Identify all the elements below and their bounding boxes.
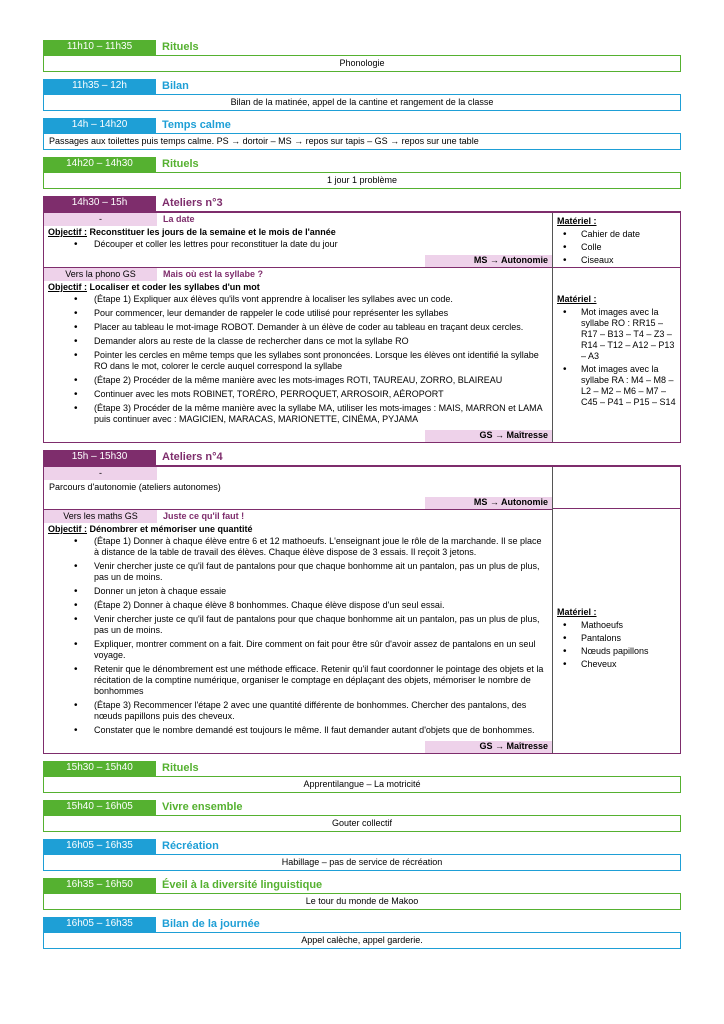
slot-time: 16h05 – 16h35 (43, 917, 156, 932)
atelier-4 (43, 450, 681, 754)
materiel-list (557, 620, 676, 670)
list-item: • Pantalons (581, 633, 676, 644)
slot-time: 11h35 – 12h (43, 79, 156, 94)
materiel-cell (553, 213, 680, 268)
atelier-4-a (44, 467, 552, 510)
list-item: • (Étape 2) Procéder de la même manière avec les mots-images ROTI, TAUREAU, ZORRO, BLAIREAU (94, 375, 546, 386)
slot-label: Rituels (162, 157, 199, 170)
list-item: • Donner un jeton à chaque essaie (94, 586, 546, 597)
slot-time: 14h30 – 15h (43, 196, 156, 211)
materiel-cell (553, 268, 680, 413)
materiel-title: Matériel : (557, 216, 597, 226)
list-item: • Cahier de date (581, 229, 676, 240)
slot-content: Appel calèche, appel garderie. (43, 932, 681, 949)
group-tag: Vers la phono GS (44, 268, 157, 281)
list-item: • Demander alors au reste de la classe de rechercher dans ce mot la syllabe RO (94, 336, 546, 347)
slot-label: Récréation (162, 839, 219, 852)
slot-eveil-langues (43, 878, 681, 910)
list-item: • Venir chercher juste ce qu'il faut de pantalons pour que chaque bonhomme ait un pantalon, pas un plus de plus, pas un de moins. (94, 614, 546, 636)
group-role: MS → Autonomie (425, 497, 552, 509)
materiel-list (557, 307, 676, 408)
slot-content: Bilan de la matinée, appel de la cantine et rangement de la classe (43, 94, 681, 111)
materiel-cell-empty (553, 467, 680, 509)
slot-time: 15h – 15h30 (43, 450, 156, 465)
slot-time: 14h20 – 14h30 (43, 157, 156, 172)
atelier-3 (43, 196, 681, 443)
list-item: • Colle (581, 242, 676, 253)
slot-label: Ateliers n°4 (162, 450, 223, 463)
group-tag: - (44, 213, 157, 226)
slot-content: Passages aux toilettes puis temps calme. PS → dortoir – MS → repos sur tapis – GS → repos sur une table (43, 133, 681, 150)
slot-label: Bilan de la journée (162, 917, 260, 930)
activity-content: Parcours d'autonomie (ateliers autonomes) (49, 481, 221, 492)
atelier-3-b (44, 268, 552, 442)
slot-temps-calme (43, 118, 681, 150)
objective: Objectif : Reconstituer les jours de la semaine et le mois de l'année (48, 227, 336, 237)
slot-time: 16h05 – 16h35 (43, 839, 156, 854)
objective: Objectif : Dénombrer et mémoriser une quantité (48, 523, 253, 534)
slot-content: Gouter collectif (43, 815, 681, 832)
list-item: • Expliquer, montrer comment on a fait. Dire comment on fait pour être sûr d'avoir assez de pantalons en un seul voyage. (94, 639, 546, 661)
slot-time: 15h40 – 16h05 (43, 800, 156, 815)
list-item: • (Étape 1) Expliquer aux élèves qu'ils vont apprendre à localiser les syllabes avec un code. (94, 294, 546, 305)
atelier-3-a (44, 213, 552, 268)
slot-time: 16h35 – 16h50 (43, 878, 156, 893)
activity-title: Juste ce qu'il faut ! (163, 510, 245, 521)
list-item: • Mot images avec la syllabe RA : M4 – M8 – L2 – M2 – M6 – M7 – C45 – P41 – P15 – S14 (581, 364, 676, 408)
slot-rituels-1 (43, 40, 681, 72)
list-item: • Retenir que le dénombrement est une méthode efficace. Retenir qu'il faut coordonner le pointage des objets et la récitation de la comptine numérique, organiser le comptage en déplaçant des objets, mémoriser le nombre de bonhommes (94, 664, 546, 697)
slot-label: Temps calme (162, 118, 231, 131)
list-item: • Nœuds papillons (581, 646, 676, 657)
slot-content: Phonologie (43, 55, 681, 72)
steps-list (44, 294, 552, 430)
list-item: • Cheveux (581, 659, 676, 670)
list-item: • Constater que le nombre demandé est toujours le même. Il faut demander autant d'objets que de bonhommes. (94, 725, 546, 736)
list-item: • Pour commencer, leur demander de rappeler le code utilisé pour représenter les syllabes (94, 308, 546, 319)
slot-content: Le tour du monde de Makoo (43, 893, 681, 910)
slot-label: Vivre ensemble (162, 800, 243, 813)
group-tag: - (44, 467, 157, 480)
objective: Objectif : Localiser et coder les syllabes d'un mot (48, 281, 260, 292)
slot-recreation (43, 839, 681, 871)
atelier-4-b (44, 510, 552, 753)
group-role: GS → Maîtresse (425, 430, 552, 442)
slot-label: Bilan (162, 79, 189, 92)
list-item: • (Étape 1) Donner à chaque élève entre 6 et 12 mathoeufs. L'enseignant joue le rôle de la marchande. Il se place à distance de la table de travail des élèves. Chaque élève dispose de 3 essais. Il reçoit 3 jetons. (94, 536, 546, 558)
list-item: • Ciseaux (581, 255, 676, 266)
list-item: • Pointer les cercles en même temps que les syllabes sont prononcées. Lorsque les élèves ont identifié la syllabe RO dans le mot, colorer le cercle auquel correspond la syllabe (94, 350, 546, 372)
slot-content: Apprentilangue – La motricité (43, 776, 681, 793)
group-role: GS → Maîtresse (425, 741, 552, 753)
materiel-title: Matériel : (557, 294, 597, 304)
slot-label: Rituels (162, 40, 199, 53)
steps-list (44, 239, 552, 255)
activity-title: Mais où est la syllabe ? (163, 268, 264, 279)
slot-vivre-ensemble (43, 800, 681, 832)
list-item: • Mot images avec la syllabe RO : RR15 – R17 – B13 – T4 – Z3 – R14 – T12 – A12 – P13 – A3 (581, 307, 676, 362)
slot-time: 14h – 14h20 (43, 118, 156, 133)
slot-rituels-3 (43, 761, 681, 793)
materiel-cell (553, 509, 680, 675)
list-item: • Mathoeufs (581, 620, 676, 631)
materiel-list (557, 229, 676, 266)
slot-time: 15h30 – 15h40 (43, 761, 156, 776)
activity-title: La date (163, 214, 195, 225)
list-item: • (Étape 3) Procéder de la même manière avec la syllabe MA, utiliser les mots-images : MAIS, MARRON et LAMA puis continuer avec : MAGICIEN, MARACAS, MARIONETTE, CINÉMA, PYJAMA (94, 403, 546, 425)
slot-rituels-2 (43, 157, 681, 189)
slot-label: Éveil à la diversité linguistique (162, 878, 323, 891)
slot-content: 1 jour 1 problème (43, 172, 681, 189)
list-item: • Découper et coller les lettres pour reconstituer la date du jour (94, 239, 546, 250)
list-item: • (Étape 2) Donner à chaque élève 8 bonhommes. Chaque élève dispose d'un seul essai. (94, 600, 546, 611)
slot-bilan-journee (43, 917, 681, 949)
steps-list (44, 536, 552, 741)
slot-bilan (43, 79, 681, 111)
list-item: • Continuer avec les mots ROBINET, TORÉRO, PERROQUET, ARROSOIR, AÉROPORT (94, 389, 546, 400)
schedule-page (43, 40, 681, 949)
materiel-title: Matériel : (557, 606, 597, 617)
slot-content: Habillage – pas de service de récréation (43, 854, 681, 871)
slot-time: 11h10 – 11h35 (43, 40, 156, 55)
group-tag: Vers les maths GS (44, 510, 157, 523)
list-item: • Placer au tableau le mot-image ROBOT. Demander à un élève de coder au tableau en traçant deux cercles. (94, 322, 546, 333)
slot-label: Rituels (162, 761, 199, 774)
list-item: • Venir chercher juste ce qu'il faut de pantalons pour que chaque bonhomme ait un pantalon, pas un plus de plus, pas un de moins. (94, 561, 546, 583)
slot-label: Ateliers n°3 (162, 196, 223, 209)
list-item: • (Étape 3) Recommencer l'étape 2 avec une quantité différente de bonhommes. Chercher des pantalons, des nœuds papillons puis des cheveux. (94, 700, 546, 722)
group-role: MS → Autonomie (425, 255, 552, 267)
